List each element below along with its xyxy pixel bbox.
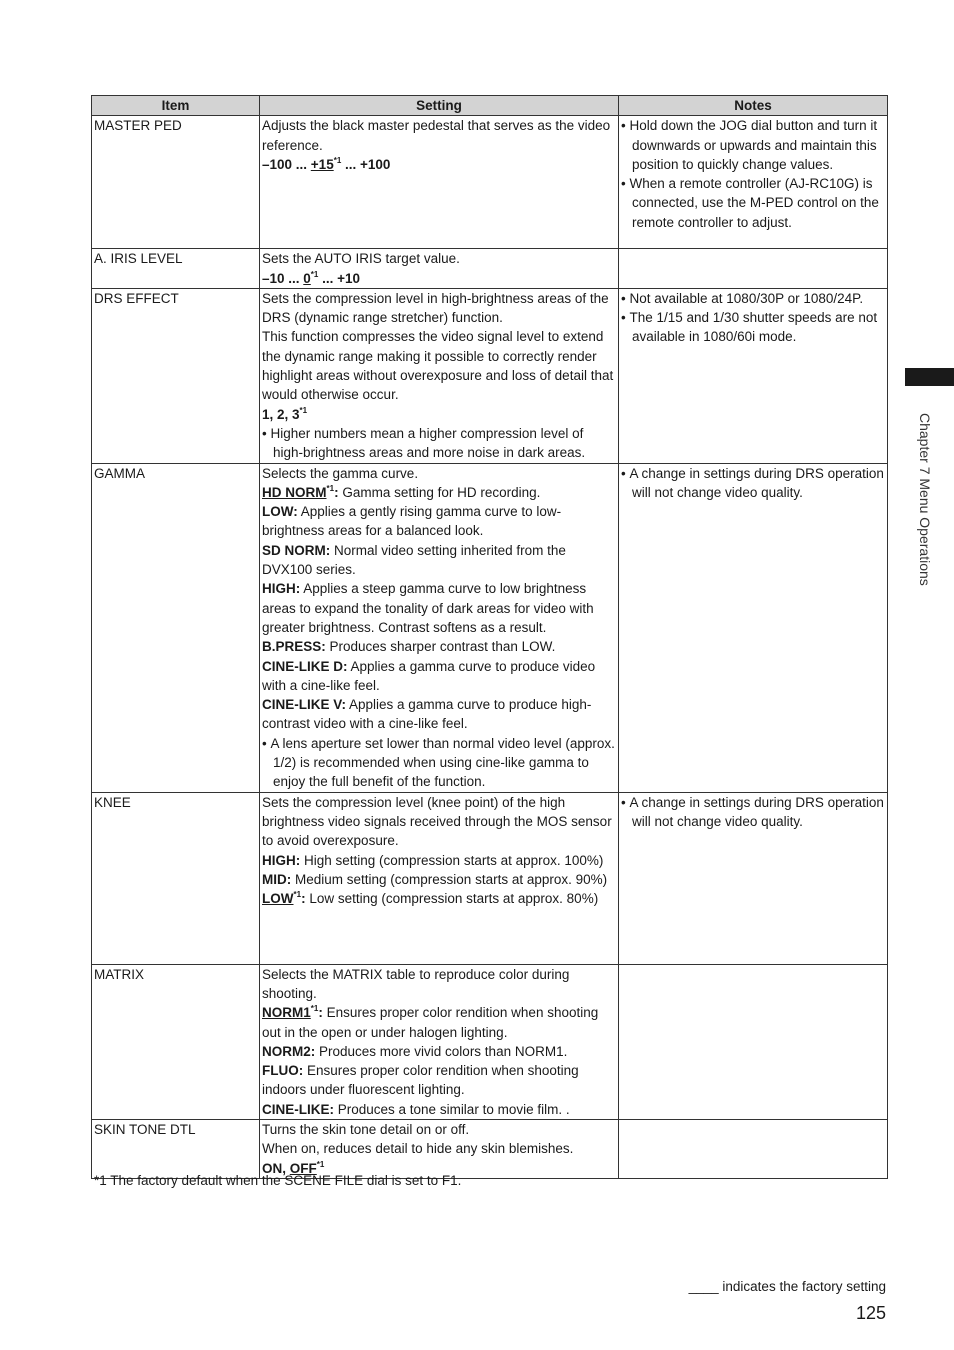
setting-range: –10 ... 0$^{*1}$ ... +10 (262, 269, 361, 286)
setting-option: CINE-LIKE: Produces a tone similar to movie film. . (262, 1101, 570, 1117)
page-number: 125 (855, 1303, 886, 1323)
settings-table (91, 95, 888, 1179)
item-cell: MATRIX (92, 964, 260, 1119)
table-row (92, 249, 888, 289)
setting-option: LOW: Applies a gently rising gamma curve to low-brightness areas for a balanced look. (262, 504, 562, 539)
note-item: • The 1/15 and 1/30 shutter speeds are not available in 1080/60i mode. (621, 310, 878, 345)
note-item: • A change in settings during DRS operation will not change video quality. (621, 794, 884, 829)
table-header-row (92, 96, 888, 116)
setting-option: HD NORM$^{*1}$: Gamma setting for HD recording. (262, 483, 541, 500)
header-setting: Setting (260, 96, 619, 116)
setting-option: NORM1$^{*1}$: Ensures proper color rendition when shooting out in the open or under halogen lighting. (262, 1004, 599, 1040)
setting-option: HIGH: Applies a steep gamma curve to low brightness areas to expand the tonality of dark areas for video with greater brightness. Contrast softens as a result. (262, 581, 594, 635)
header-notes: Notes (619, 96, 888, 116)
table-row (92, 792, 888, 964)
table-row (92, 288, 888, 463)
setting-bullet: • Higher numbers mean a higher compression level of high-brightness areas and more noise in dark areas. (262, 425, 586, 461)
default-value: OFF (289, 1160, 317, 1176)
setting-desc: Selects the MATRIX table to reproduce color during shooting. (262, 966, 570, 1001)
setting-bullet: • A lens aperture set lower than normal video level (approx. 1/2) is recommended when using cine-like gamma to enjoy the full benefit of the function. (262, 735, 615, 790)
item-cell: MASTER PED (92, 116, 260, 249)
default-value: 0 (303, 270, 311, 286)
notes-cell (619, 792, 888, 964)
setting-desc: Adjusts the black master pedestal that serves as the video reference. (262, 118, 611, 153)
setting-cell (260, 792, 619, 964)
item-cell: KNEE (92, 792, 260, 964)
setting-cell (260, 249, 619, 289)
setting-desc: This function compresses the video signal level to extend the dynamic range making it possible to correctly render highlight areas without overexposure and loss of detail that would otherwise occur. (262, 329, 614, 403)
default-value: +15 (310, 156, 334, 172)
setting-values: 1, 2, 3$^{*1}$ (262, 405, 308, 422)
setting-option: FLUO: Ensures proper color rendition when shooting indoors under fluorescent lighting. (262, 1063, 579, 1098)
setting-range: –100 ... $+15^{*1}$ ... +100 (262, 155, 391, 172)
table-row (92, 116, 888, 249)
table-row (92, 463, 888, 792)
setting-desc: Selects the gamma curve. (262, 465, 419, 481)
note-item: • A change in settings during DRS operation will not change video quality. (621, 465, 884, 500)
notes-cell (619, 463, 888, 792)
setting-cell (260, 288, 619, 463)
table-row (92, 1119, 888, 1178)
setting-option: CINE-LIKE D: Applies a gamma curve to produce video with a cine-like feel. (262, 658, 596, 693)
note-item: • Hold down the JOG dial button and turn it downwards or upwards and maintain this position to quickly change values. (621, 118, 878, 172)
table-row (92, 964, 888, 1119)
item-cell: DRS EFFECT (92, 288, 260, 463)
chapter-label: Chapter 7 Menu Operations (917, 413, 933, 586)
notes-cell (619, 116, 888, 249)
setting-option: B.PRESS: Produces sharper contrast than LOW. (262, 639, 556, 655)
setting-cell (260, 463, 619, 792)
chapter-tab-marker (905, 368, 954, 386)
setting-desc: Sets the compression level (knee point) of the high brightness video signals received through the MOS sensor to avoid overexposure. (262, 794, 612, 849)
notes-cell (619, 1119, 888, 1178)
footnote: *1 The factory default when the SCENE FILE dial is set to F1. (94, 1173, 462, 1188)
note-item: • When a remote controller (AJ-RC10G) is connected, use the M-PED control on the remote controller to adjust. (621, 176, 879, 230)
setting-option: CINE-LIKE V: Applies a gamma curve to produce high-contrast video with a cine-like feel. (262, 697, 592, 732)
setting-option: NORM2: Produces more vivid colors than NORM1. (262, 1043, 568, 1059)
notes-cell (619, 249, 888, 289)
setting-option: LOW$^{*1}$: Low setting (compression starts at approx. 80%) (262, 890, 599, 907)
item-cell: A. IRIS LEVEL (92, 249, 260, 289)
header-item: Item (92, 96, 260, 116)
notes-cell (619, 964, 888, 1119)
setting-cell (260, 116, 619, 249)
notes-cell (619, 288, 888, 463)
item-cell: SKIN TONE DTL (92, 1119, 260, 1178)
setting-desc: Sets the compression level in high-brightness areas of the DRS (dynamic range stretcher) function. (262, 290, 609, 326)
setting-option: SD NORM: Normal video setting inherited from the DVX100 series. (262, 542, 566, 578)
factory-setting-note: ____ indicates the factory setting (688, 1279, 886, 1294)
setting-option: HIGH: High setting (compression starts at approx. 100%) (262, 852, 604, 868)
setting-values: ON, OFF$^{*1}$ (262, 1159, 325, 1176)
setting-option: MID: Medium setting (compression starts at approx. 90%) (262, 871, 608, 887)
setting-cell (260, 1119, 619, 1178)
setting-desc: When on, reduces detail to hide any skin blemishes. (262, 1141, 574, 1157)
setting-desc: Turns the skin tone detail on or off. (262, 1121, 470, 1137)
note-item: • Not available at 1080/30P or 1080/24P. (621, 290, 864, 306)
item-cell: GAMMA (92, 463, 260, 792)
setting-cell (260, 964, 619, 1119)
setting-desc: Sets the AUTO IRIS target value. (262, 251, 460, 267)
